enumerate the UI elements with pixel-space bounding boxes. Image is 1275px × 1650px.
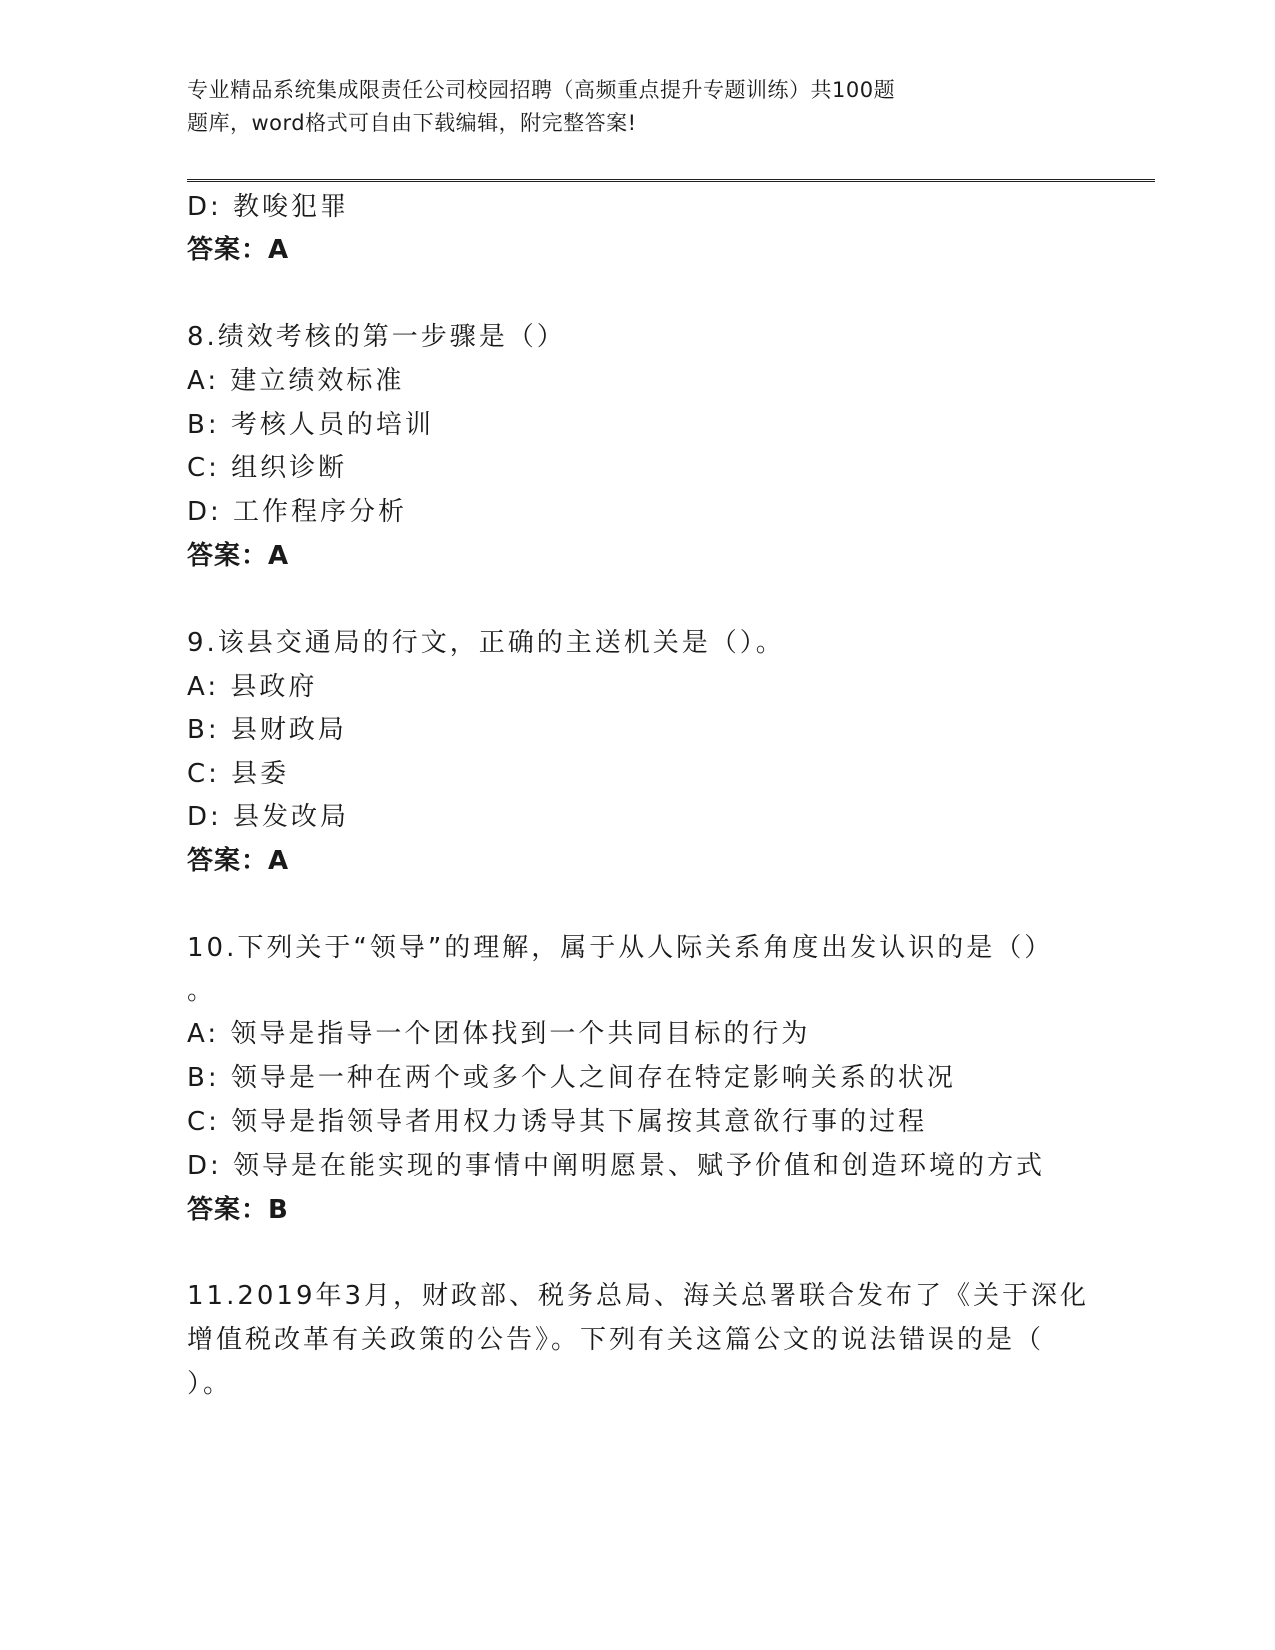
q8-option-a: A: 建立绩效标准 <box>187 366 405 396</box>
q8-question: 8.绩效考核的第一步骤是（） <box>187 322 566 352</box>
q11-question-line-1: 11.2019年3月，财政部、税务总局、海关总署联合发布了《关于深化 <box>187 1281 1090 1311</box>
q10-question-line-1: 10.下列关于“领导”的理解，属于从人际关系角度出发认识的是（） <box>187 933 1054 963</box>
q8-answer: 答案：A <box>187 541 290 571</box>
q10-question-line-2: 。 <box>187 976 217 1006</box>
q8-option-c: C: 组织诊断 <box>187 453 348 483</box>
q10-option-a: A: 领导是指导一个团体找到一个共同目标的行为 <box>187 1019 811 1049</box>
q9-option-d: D: 县发改局 <box>187 802 350 832</box>
q10-option-c: C: 领导是指领导者用权力诱导其下属按其意欲行事的过程 <box>187 1107 928 1137</box>
q10-option-b: B: 领导是一种在两个或多个人之间存在特定影响关系的状况 <box>187 1063 956 1093</box>
q8-option-b: B: 考核人员的培训 <box>187 410 434 440</box>
document-header <box>187 74 1017 140</box>
q9-question: 9.该县交通局的行文，正确的主送机关是（）。 <box>187 628 785 658</box>
header-line-1: 专业精品系统集成限责任公司校园招聘（高频重点提升专题训练）共100题 <box>187 78 896 102</box>
q7-answer: 答案：A <box>187 235 290 265</box>
q11-question-line-3: ）。 <box>187 1369 233 1399</box>
q9-answer: 答案：A <box>187 846 290 876</box>
q7-option-d: D: 教唆犯罪 <box>187 192 350 222</box>
q10-option-d: D: 领导是在能实现的事情中阐明愿景、赋予价值和创造环境的方式 <box>187 1151 1046 1181</box>
q9-option-c: C: 县委 <box>187 759 290 789</box>
q8-option-d: D: 工作程序分析 <box>187 497 408 527</box>
q11-question-line-2: 增值税改革有关政策的公告》。下列有关这篇公文的说法错误的是（ <box>187 1325 1045 1355</box>
q10-answer: 答案：B <box>187 1195 289 1225</box>
q9-option-a: A: 县政府 <box>187 672 318 702</box>
q9-option-b: B: 县财政局 <box>187 715 347 745</box>
header-divider <box>187 179 1155 182</box>
header-line-2: 题库，word格式可自由下载编辑，附完整答案! <box>187 111 637 135</box>
